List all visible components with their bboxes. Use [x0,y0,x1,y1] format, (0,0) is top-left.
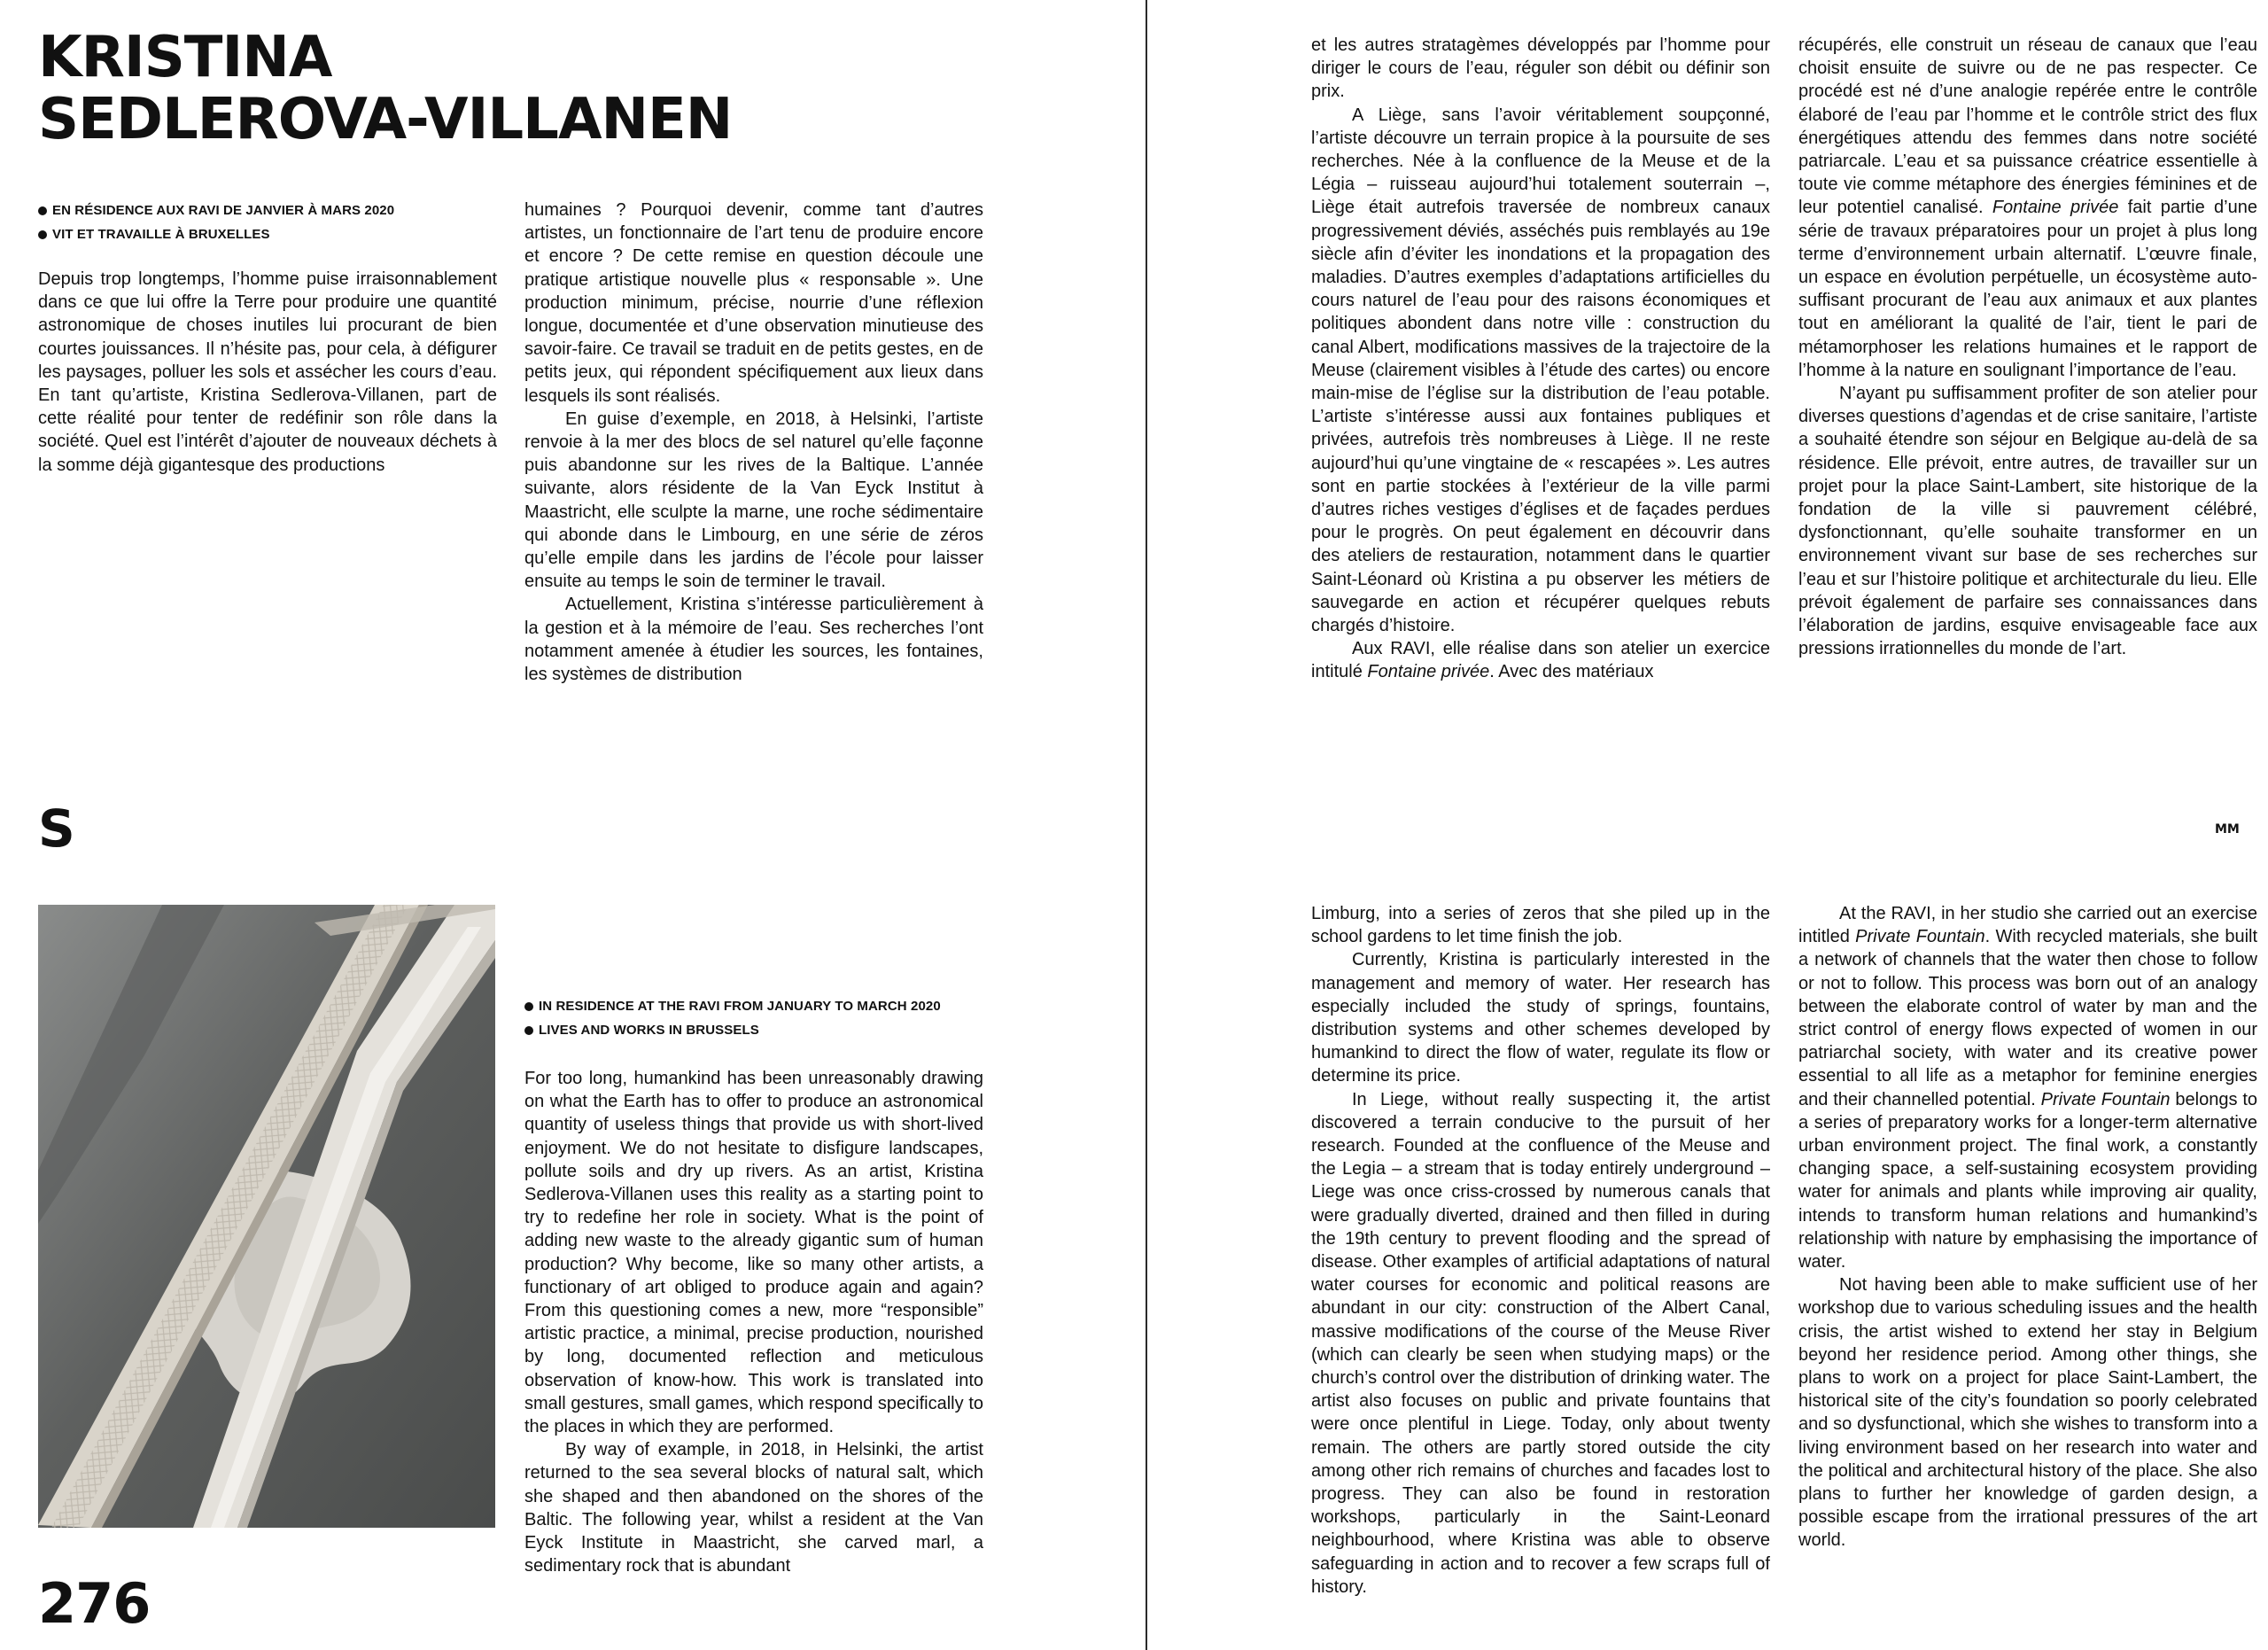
en-paragraph: Limburg, into a series of zeros that she piled up in the school gardens to let time finish the job. [1311,904,1770,947]
en-column-4 [1798,902,2257,1553]
en-paragraph: In Liege, without really suspecting it, the artist discovered a terrain conducive to the pursuit of her research. Founded at the confluence of the Meuse and the Legia – a stream that is today entirely underground – Liege was once criss-crossed by numerous canals that were gradually diverted, drained and then filled in during the 19th century to prevent flooding and the spread of disease. Other examples of artificial adaptations of natural water courses for economic and political reasons are abundant in our city: construction of the Albert Canal, massive modifications of the course of the Meuse River (which can clearly be seen when studying maps) or the church’s control over the distribution of drinking water. The artist also focuses on public and private fountains that were once plentiful in Liege. Today, only about twenty remain. The others are partly stored outside the city among other rich remains of churches and facades lost to progress. They can also be found in restoration workshops, particularly in the Saint-Leonard neighbourhood, where Kristina was able to observe safeguarding in action and to recover a few scraps full of history. [1311,1089,1770,1597]
page-number: 276 [38,1571,151,1636]
en-column-2 [524,1067,983,1577]
artwork-photo-image [38,905,495,1528]
artwork-photo [38,905,495,1528]
meta-fr [38,198,394,246]
meta-en-residence: IN RESIDENCE AT THE RAVI FROM JANUARY TO MARCH 2020 [524,994,941,1018]
en-paragraph: For too long, humankind has been unreasonably drawing on what the Earth has to offer to produce an astronomical quantity of useless things that provide us with short-lived enjoyment. We do not hesitate to disfigure landscapes, pollute soils and dry up rivers. As an artist, Kristina Sedlerova-Villanen uses this reality as a starting point to try to redefine her role in society. What is the point of adding new waste to the already gigantic sum of human production? Why become, like so many other artists, a functionary of art obliged to produce again and again? From this questioning comes a new, more “responsible” artistic practice, a minimal, precise production, nourished by long, documented reflection and meticulous observation of know-how. This work is translated into small gestures, small games, which respond specifically to the places in which they are performed. [524,1069,983,1437]
page-gutter-divider [1146,0,1147,1650]
en-paragraph: Not having been able to make sufficient use of her workshop due to various scheduling issues and the health crisis, the artist wished to extend her stay in Belgium beyond her residence period. Among other things, she plans to work on a project for place Saint-Lambert, the historical site of the city’s foundation so poorly celebrated and so dysfunctional, which she wishes to transform into a living environment based on her research into water and the political and architectural history of the place. She also plans to further her knowledge of garden design, a possible escape from the irrational pressures of the art world. [1798,1275,2257,1551]
fr-paragraph: récupérés, elle construit un réseau de canaux que l’eau choisit ensuite de suivre ou de ne pas respecter. Ce procédé est né d’une analogie repérée entre le contrôle élaboré de l’eau par l’homme et le contrôle strict des flux énergétiques attendu des femmes dans notre société patriarcale. L’eau et sa puissance créatrice essentielle à toute vie comme métaphore des énergies féminines et de leur potentiel canalisé. Fontaine privée fait partie d’une série de travaux préparatoires pour un projet à plus long terme d’environnement urbain alternatif. L’œuvre finale, un espace en évolution perpétuelle, un écosystème auto-suffisant procurant de l’eau aux animaux et aux plantes tout en améliorant la qualité de l’air, tient le pari de métamorphoser les relations humaines et le rapport de l’homme à la nature en soulignant l’importance de l’eau. [1798,35,2257,380]
fr-paragraph: A Liège, sans l’avoir véritablement soupçonné, l’artiste découvre un terrain propice à la poursuite de ses recherches. Née à la confluence de la Meuse et de la Légia – ruisseau aujourd’hui totalement souterrain –, Liège était autrefois traversée de nombreux canaux progressivement déviés, asséchés puis remblayés au 19e siècle afin d’éviter les inondations et la propagation des maladies. D’autres exemples d’adaptations artificielles du cours naturel de l’eau pour des raisons économiques et politiques abondent dans notre ville : construction du canal Albert, modifications massives de la trajectoire de la Meuse (clairement visibles à l’étude des cartes) ou encore main-mise de l’église sur la distribution de l’eau potable. L’artiste s’intéresse aussi aux fontaines publiques et privées, autrefois très nombreuses à Liège. Il ne reste aujourd’hui qu’une vingtaine de « rescapées ». Les autres sont en partie stockées à l’extérieur de la ville parmi d’autres riches vestiges d’églises et de façades perdues pour le progrès. On peut également en découvrir dans des ateliers de restauration, notamment dans le quartier Saint-Léonard où Kristina a pu observer les métiers de sauvegarde en action et récupérer quelques rebuts chargés d’histoire. [1311,105,1770,636]
fr-paragraph: N’ayant pu suffisamment profiter de son atelier pour diverses questions d’agendas et de crise sanitaire, l’artiste a souhaité étendre son séjour en Belgique au-delà de sa résidence. Elle prévoit, entre autres, de travailler sur un projet pour la place Saint-Lambert, site historique de la fondation de la ville si pauvrement célébré, dysfonctionnant, qu’elle souhaite transformer en un environnement vivant sur base de ses recherches sur l’eau et sur l’histoire politique et architecturale du lieu. Elle prévoit également de parfaire ses connaissances dans l’élaboration de jardins, esquive envisageable face aux pressions irrationnelles du monde de l’art. [1798,384,2257,659]
bullet-icon [38,230,47,239]
en-column-3 [1311,902,1770,1599]
en-paragraph: By way of example, in 2018, in Helsinki, the artist returned to the sea several blocks of natural salt, which she shaped and then abandoned on the shores of the Baltic. The following year, whilst a resident at the Van Eyck Institute in Maastricht, she carved marl, a sedimentary rock that is abundant [524,1440,983,1576]
bullet-icon [524,1002,533,1011]
fr-paragraph: Depuis trop longtemps, l’homme puise irraisonnablement dans ce que lui offre la Terre pour produire une quantité astronomique de choses inutiles lui procurant de bien courtes jouissances. Il n’hésite pas, pour cela, à défigurer les paysages, polluer les sols et assécher les cours d’eau. En tant qu’artiste, Kristina Sedlerova-Villanen, part de cette réalité pour tenter de redéfinir son rôle dans la société. Quel est l’intérêt d’ajouter de nouveaux déchets à la somme déjà gigantesque des productions [38,269,497,475]
fr-paragraph: Aux RAVI, elle réalise dans son atelier un exercice intitulé Fontaine privée. Avec des matériaux [1311,639,1770,682]
title-line-2: SEDLEROVA-VILLANEN [38,87,733,152]
en-paragraph: Currently, Kristina is particularly interested in the management and memory of water. Her research has especially included the study of springs, fountains, distribution systems and other schemes developed by humankind to direct the flow of water, regulate its flow or determine its price. [1311,950,1770,1086]
fr-column-2 [524,198,983,686]
artist-name-title [38,27,835,151]
bullet-icon [524,1026,533,1035]
fr-paragraph: En guise d’exemple, en 2018, à Helsinki, l’artiste renvoie à la mer des blocs de sel naturel qu’elle façonne puis abandonne sur les rives de la Baltique. L’année suivante, alors résidente de la Van Eyck Institut à Maastricht, elle sculpte la marne, une roche sédimentaire qui abonde dans le Limbourg, en une série de zéros qu’elle empile dans les jardins de l’école pour laisser ensuite au temps le soin de terminer le travail. [524,409,983,592]
meta-en [524,994,941,1042]
bullet-icon [38,206,47,215]
meta-fr-residence: EN RÉSIDENCE AUX RAVI DE JANVIER À MARS 2020 [38,198,394,222]
title-line-1: KRISTINA [38,25,332,90]
fr-paragraph: et les autres stratagèmes développés par l’homme pour diriger le cours de l’eau, réguler son débit ou définir son prix. [1311,35,1770,102]
meta-fr-lives: VIT ET TRAVAILLE À BRUXELLES [38,222,394,246]
fr-paragraph: humaines ? Pourquoi devenir, comme tant d’autres artistes, un fonctionnaire de l’art tenu de produire encore et encore ? De cette remise en question découle une pratique artistique nouvelle plus « responsable ». Une production minimum, précise, nourrie d’une réflexion longue, documentée et d’une observation minutieuse des savoir-faire. Ce travail se traduit en de petits gestes, en de petits jeux, qui répondent spécifiquement aux lieux dans lesquels ils sont réalisés. [524,200,983,406]
fr-column-3 [1311,34,1770,684]
fr-column-1 [38,268,497,477]
fr-column-4 [1798,34,2257,660]
section-letter: S [38,798,75,859]
corner-initials: MM [2215,822,2240,837]
meta-en-lives: LIVES AND WORKS IN BRUSSELS [524,1018,941,1042]
fr-paragraph: Actuellement, Kristina s’intéresse particulièrement à la gestion et à la mémoire de l’eau. Ses recherches l’ont notamment amenée à étudier les sources, les fontaines, les systèmes de distribution [524,595,983,685]
en-paragraph: At the RAVI, in her studio she carried out an exercise intitled Private Fountain. With recycled materials, she built a network of channels that the water then chose to follow or not to follow. This process was born out of an analogy between the elaborate control of water by man and the strict control of energy flows expected of women in our patriarchal society, with water and its creative power essential to all life as a metaphor for feminine energies and their channelled potential. Private Fountain belongs to a series of preparatory works for a longer-term alternative urban environment project. The final work, a constantly changing space, a self-sustaining ecosystem providing water for animals and plants while improving air quality, intends to transform human relations and humankind’s relationship with nature by emphasising the importance of water. [1798,904,2257,1273]
